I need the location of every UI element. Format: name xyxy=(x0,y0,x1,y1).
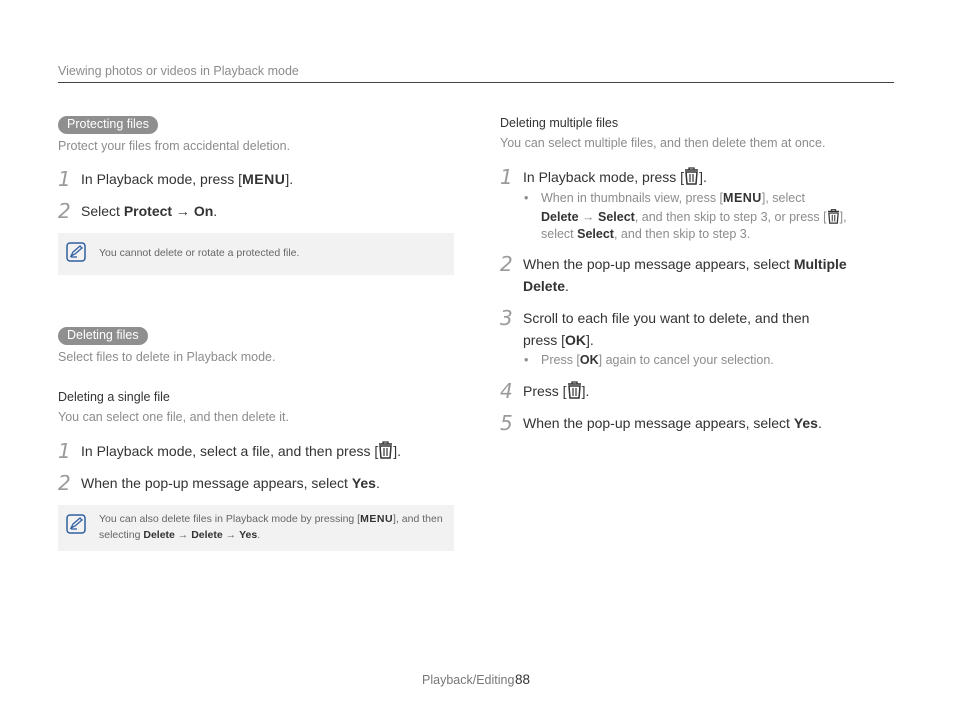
single-delete-description: You can select one file, and then delete it. xyxy=(58,410,289,424)
note-box xyxy=(58,233,454,275)
multiple-delete-step-2: When the pop-up message appears, select Multiple Delete. xyxy=(523,256,847,294)
multiple-delete-step-4: Press [ ]. xyxy=(523,380,589,402)
section-pill-deleting: Deleting files xyxy=(58,327,148,345)
footer-section-label: Playback/Editing xyxy=(422,673,515,687)
protect-step-2: Select Protect → On. xyxy=(81,203,218,219)
step-number: 1 xyxy=(58,167,71,191)
step-number: 2 xyxy=(58,199,71,223)
note-text: You can also delete files in Playback mode by pressing [MENU], and then selecting Delete → Delete → Yes. xyxy=(99,513,443,541)
multiple-delete-step-5: When the pop-up message appears, select Yes. xyxy=(523,415,822,431)
ok-button-glyph: OK xyxy=(565,332,587,348)
multiple-delete-description: You can select multiple files, and then delete them at once. xyxy=(500,136,826,150)
multiple-delete-heading: Deleting multiple files xyxy=(500,116,619,130)
multiple-delete-step-1: In Playback mode, press [ ]. xyxy=(523,166,707,188)
header-title: Viewing photos or videos in Playback mode xyxy=(58,64,299,78)
trash-icon xyxy=(684,166,699,185)
multiple-delete-step-3: Scroll to each file you want to delete, and then press [OK]. xyxy=(523,310,810,348)
trash-icon xyxy=(378,440,393,459)
menu-button-glyph: MENU xyxy=(360,513,394,525)
ok-button-glyph: OK xyxy=(579,353,599,367)
step-1-sub-bullet: • When in thumbnails view, press [MENU], select Delete → Select, and then skip to step 3, or press [ ], select Select, and then skip to step 3. xyxy=(524,191,847,241)
note-pencil-icon xyxy=(66,242,86,262)
step-number: 5 xyxy=(500,411,513,435)
step-number: 3 xyxy=(500,306,513,330)
step-number: 1 xyxy=(58,439,71,463)
protect-description: Protect your files from accidental deletion. xyxy=(58,139,291,153)
step-number: 1 xyxy=(500,165,513,189)
single-delete-step-1: In Playback mode, select a file, and then press [ ]. xyxy=(81,440,401,462)
menu-button-glyph: MENU xyxy=(242,171,286,187)
trash-icon xyxy=(567,380,582,399)
step-number: 2 xyxy=(58,471,71,495)
delete-description: Select files to delete in Playback mode. xyxy=(58,350,276,364)
step-3-sub-bullet: • Press [OK] again to cancel your selection. xyxy=(524,353,774,367)
page-header xyxy=(58,62,894,83)
trash-icon xyxy=(827,208,840,224)
note-text: You cannot delete or rotate a protected file. xyxy=(99,247,300,259)
step-number: 2 xyxy=(500,252,513,276)
menu-button-glyph: MENU xyxy=(723,191,762,205)
note-pencil-icon xyxy=(66,514,86,534)
protect-step-1: In Playback mode, press [MENU]. xyxy=(81,171,294,187)
section-pill-protecting: Protecting files xyxy=(58,116,158,134)
single-delete-heading: Deleting a single file xyxy=(58,390,170,404)
note-box xyxy=(58,505,454,551)
step-number: 4 xyxy=(500,379,513,403)
single-delete-step-2: When the pop-up message appears, select Yes. xyxy=(81,475,380,491)
page-number: 88 xyxy=(515,672,531,687)
